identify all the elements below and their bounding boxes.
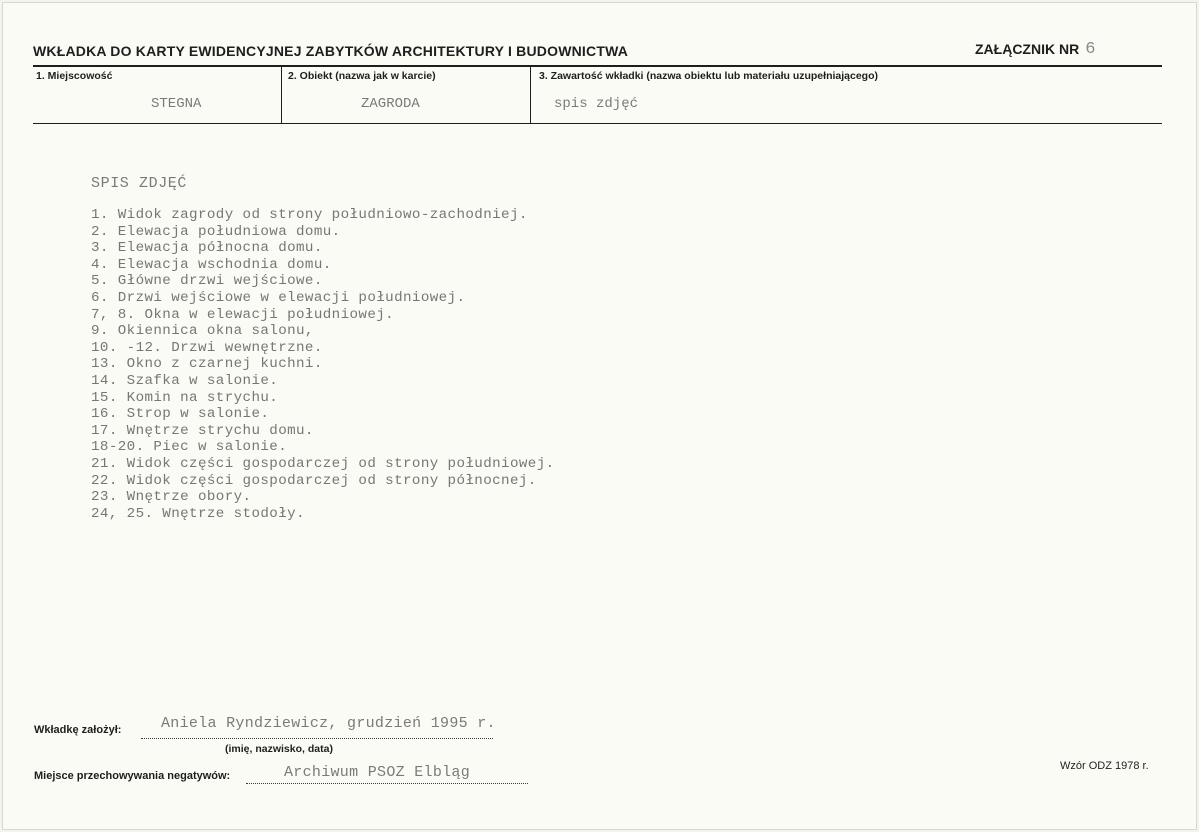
annex-label-text: ZAŁĄCZNIK NR <box>975 41 1080 57</box>
record-insert-card <box>2 2 1197 830</box>
list-item: 2. Elewacja południowa domu. <box>91 223 341 240</box>
list-item: 24, 25. Wnętrze stodoły. <box>91 505 305 522</box>
field-label-object: 2. Obiekt (nazwa jak w karcie) <box>288 70 436 82</box>
field-value-locality: STEGNA <box>151 96 202 112</box>
list-item: 14. Szafka w salonie. <box>91 372 279 389</box>
list-item: 15. Komin na strychu. <box>91 389 279 406</box>
founder-value: Aniela Ryndziewicz, grudzień 1995 r. <box>161 715 496 732</box>
list-item: 5. Główne drzwi wejściowe. <box>91 273 323 290</box>
list-item: 1. Widok zagrody od strony południowo-zachodniej. <box>91 207 528 223</box>
annex-label <box>975 40 1095 59</box>
list-item: 7, 8. Okna w elewacji południowej. <box>91 306 395 323</box>
header-rule-bottom <box>33 123 1162 124</box>
field-divider-2 <box>530 67 531 123</box>
field-divider-1 <box>281 67 282 123</box>
list-item: 6. Drzwi wejściowe w elewacji południowej. <box>91 289 466 306</box>
negatives-label: Miejsce przechowywania negatywów: <box>34 770 231 782</box>
list-item: 17. Wnętrze strychu domu. <box>91 422 314 439</box>
header-rule-top <box>33 65 1162 67</box>
photo-list <box>91 207 555 522</box>
list-item: 23. Wnętrze obory. <box>91 489 252 506</box>
list-item: 22. Widok części gospodarczej od strony północnej. <box>91 472 537 489</box>
list-item: 9. Okiennica okna salonu, <box>91 323 314 340</box>
list-item: 10. -12. Drzwi wewnętrzne. <box>91 339 323 356</box>
form-title: WKŁADKA DO KARTY EWIDENCYJNEJ ZABYTKÓW ARCHITEKTURY I BUDOWNICTWA <box>33 43 629 59</box>
list-item: 13. Okno z czarnej kuchni. <box>91 356 323 373</box>
list-item: 3. Elewacja północna domu. <box>91 240 323 257</box>
founder-hint: (imię, nazwisko, data) <box>225 743 333 755</box>
list-item: 18-20. Piec w salonie. <box>91 439 288 456</box>
list-item: 21. Widok części gospodarczej od strony południowej. <box>91 455 555 472</box>
field-value-object: ZAGRODA <box>361 96 420 112</box>
founder-dotted-line <box>141 738 493 739</box>
field-value-content: spis zdjęć <box>554 96 639 112</box>
photo-list-title: SPIS ZDJĘĆ <box>91 175 188 192</box>
form-model-note: Wzór ODZ 1978 r. <box>1060 760 1149 772</box>
founder-label: Wkładkę założył: <box>34 724 122 736</box>
negatives-dotted-line <box>246 783 528 784</box>
list-item: 4. Elewacja wschodnia domu. <box>91 256 332 273</box>
field-label-locality: 1. Miejscowość <box>36 70 113 82</box>
annex-number: 6 <box>1085 40 1096 59</box>
list-item: 16. Strop w salonie. <box>91 406 270 423</box>
negatives-value: Archiwum PSOZ Elbląg <box>284 764 471 781</box>
field-label-content: 3. Zawartość wkładki (nazwa obiektu lub materiału uzupełniającego) <box>539 70 878 82</box>
